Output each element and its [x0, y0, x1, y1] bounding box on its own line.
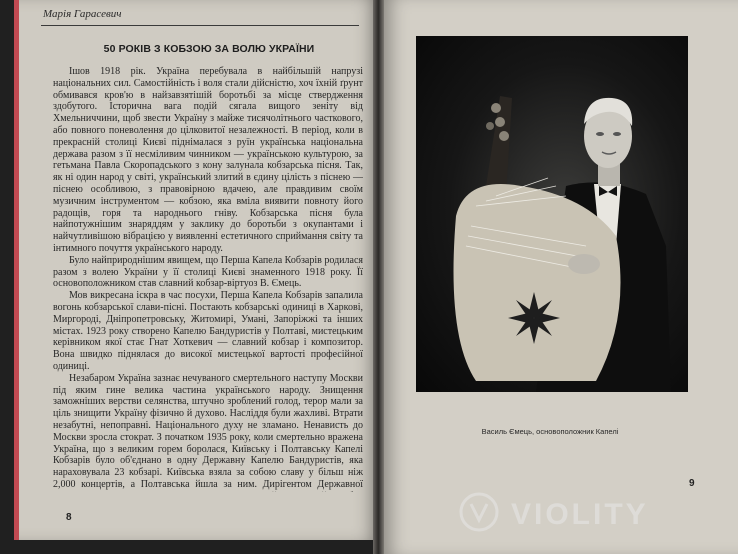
violity-logo-icon: [455, 486, 737, 546]
article-body: [53, 66, 363, 492]
paragraph: Незабаром Україна зазнає нечуваного смертельного наступу Москви під яким гине велика частина українського народу. Знищення заможніших верстви селянства, штучно зроблений голод, терор мали за ціль знищити Україну фізично й духово. Насліддя були жахливі. Втрати незабутні, непоправні. Національного духу не зламано. Ненависть до Москви зросла стократ. З початком 1935 року, коли смертельно вражена Україна, що з великим горем боролася, Київську і Полтавську Капелі Кобзарів було об'єднано в одну Державну Капелю Бандуристів, яка нараховувала 23 кобзарі. Київська взяла за собою славу у більш ніж 2,000 концертів, а Полтавська йшла за ним. Дирігентом Державної: [53, 372, 363, 490]
photo-caption: Василь Ємець, основоположник Капелі: [481, 427, 619, 436]
watermark-text: VIOLITY: [511, 498, 649, 531]
left-page: [14, 0, 379, 540]
violity-watermark: [455, 486, 737, 546]
paragraph: Ішов 1918 рік. Україна перебувала в найбільшій напрузі національних сил. Самостійність і воля стали дійсністю, хоч їхній ґрунт обмивався кров'ю в найзавзятішій боротьбі за місце ствердження здобутого. Історична вага подій сягала вищого зеніту від Хмельниччини, щоб звести Україну з майже тисячолітнього часткового, або повного поневолення до цілковитої незалежності. В період, коли в прекрасній столиці Києві піднімалася з руїн українська національна держава разом з її несміливим чинником — українською культурою, за гетьмана Павла Скоропадського з кону залунала кобзарська пісня. Так, як ні один народ у світі, український злитий в єдину цілість з піснею — піснею особливою, з правовірною вдачею, але правдивим своїм музичним інструментом — кобзою, яка вміла виявити повноту його радощів, горя та народнього гніву. Кобзарська пісня була найпотужнішим знаряддям у заклику до боротьби з окупантами і найчутливішою вібрацією у виявленні естетичного сприймання світу та інтимного почуття українського народу.: [53, 66, 363, 254]
page-number-right: 9: [689, 478, 695, 489]
article-title: 50 РОКІВ З КОБЗОЮ ЗА ВОЛЮ УКРАЇНИ: [103, 43, 315, 55]
page-number-left: 8: [66, 512, 72, 523]
header-rule: [41, 25, 359, 26]
paragraph: Мов викресана іскра в час посухи, Перша Капела Кобзарів запалила вогонь кобзарської слави-пісні. Постають кобзарські одиниці в Харкові, Миргороді, Дніпропетровську, Житомирі, Умані, Запоріжжі та інших містах. 1923 року створено Капелю Бандуристів у Полтаві, мистецьким керівником якої стає Гнат Хоткевич — славний кобзар і композитор. Вона швидко піднялася до високої мистецької вартості професійної одиниці.: [53, 290, 363, 372]
paragraph: Було найприроднішим явищем, що Перша Капела Кобзарів родилася разом з волею України у її столиці Києві знаменного 1918 року. Її основоположником став славний кобзар-віртуоз В. Ємець.: [53, 254, 363, 290]
bandura-player-illustration: [416, 36, 688, 392]
running-head-author: Марія Гарасевич: [43, 8, 122, 20]
portrait-photo: [416, 36, 688, 392]
